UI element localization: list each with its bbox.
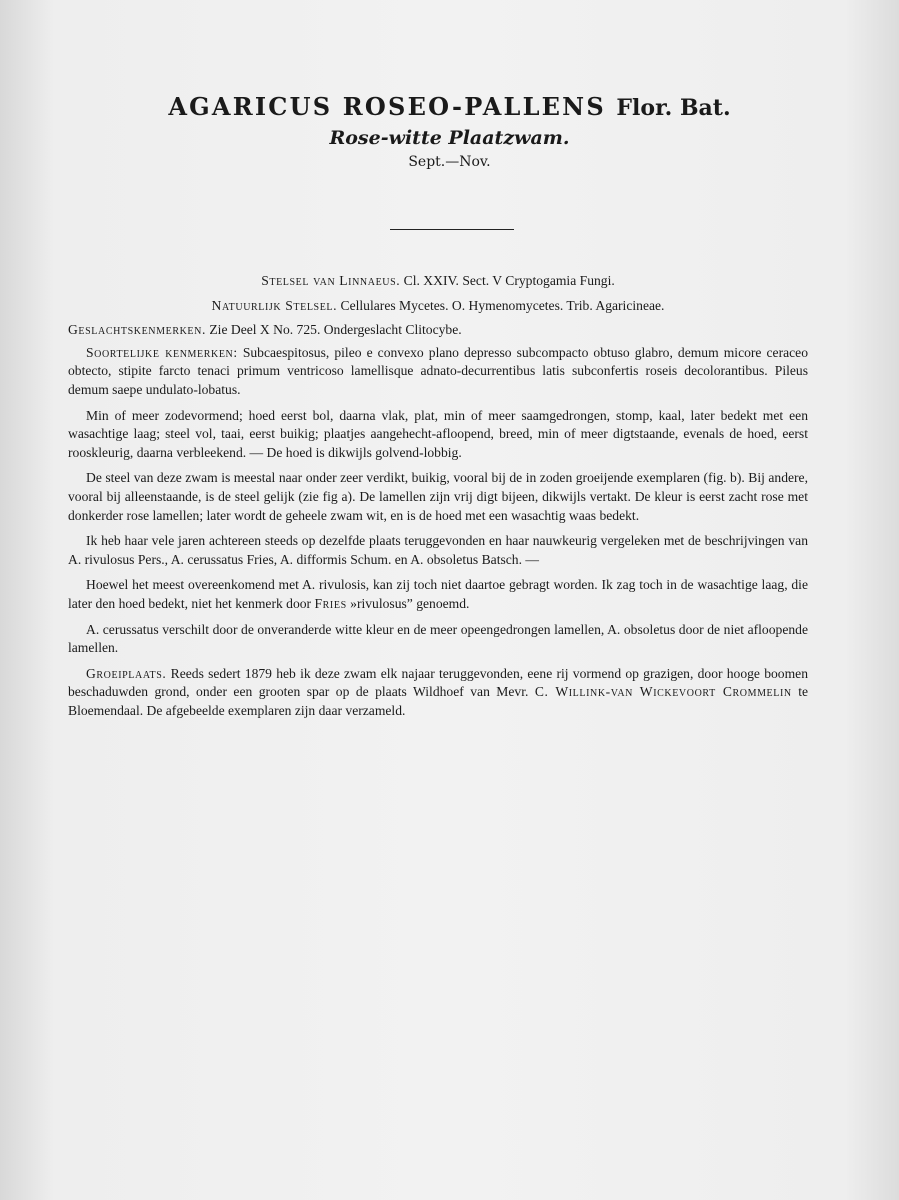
divider [390, 229, 514, 230]
paragraph-2: De steel van deze zwam is meestal naar onder zeer verdikt, buikig, vooral bij de in zoden groeijende exemplaren (fig. b). Bij andere, vooral bij alleenstaande, is de steel gelijk (zie fig a). De lamellen zijn vrij digt bijeen, dikwijls vertakt. De kleur is eerst zacht rose met donkerder rose lamellen; later wordt de geheele zwam wit, en is de hoed met een wasachtig waas bedekt. [68, 470, 808, 523]
linnaeus-text: Cl. XXIV. Sect. V Cryptogamia Fungi. [403, 273, 615, 288]
natural-system-text: Cellulares Mycetes. O. Hymenomycetes. Trib. Agaricineae. [340, 297, 665, 313]
paragraph-1: Min of meer zodevormend; hoed eerst bol, daarna vlak, plat, min of meer saamgedrongen, stomp, kaal, later bedekt met een wasachtige laag; steel vol, taai, eerst buikig; plaatjes aangehecht-afloopend, breed, min of meer digtstaande, evenals de hoed, eerst rooskleurig, daarna verbleekend. — De hoed is dikwijls golvend-lobbig. [68, 407, 808, 460]
season: Sept.—Nov. [408, 154, 491, 170]
habitat-label: Groeiplaats. [86, 665, 167, 681]
linnaeus-label: Stelsel van Linnaeus. [261, 273, 401, 288]
common-name: Rose-witte Plaatzwam. [329, 127, 570, 149]
paragraph-4-text-a: Hoewel het meest overeenkomend met A. rivulosis, kan zij toch niet daartoe gebragt worden. Ik zag toch in de wasachtige laag, die later den hoed bedekt, niet het kenmerk door [68, 577, 808, 611]
species-name: AGARICUS ROSEO-PALLENS [168, 92, 606, 121]
linnaeus-line [68, 272, 808, 291]
header [0, 92, 899, 170]
habitat-text-b: te Bloemendaal. De afgebeelde exemplaren zijn daar verzameld. [68, 684, 808, 718]
genus-line [68, 321, 808, 340]
paragraph-4 [68, 576, 808, 613]
genus-text: Zie Deel X No. 725. Ondergeslacht Clitocybe. [209, 322, 462, 338]
species-text: Subcaespitosus, pileo e convexo plano depresso subcompacto obtuso glabro, demum micore ceraceo obtecto, stipite farcto tenaci primum ventricoso lamellisque adnato-decurrentibus latis subconfertis roseis decolorantibus. Pileus demum saepe undulato-lobatus. [68, 344, 809, 397]
description-body [68, 272, 808, 727]
habitat-name: C. Willink-van Wickevoort Crommelin [534, 684, 792, 700]
natural-system-line [68, 297, 808, 316]
page-title [0, 92, 899, 121]
paragraph-5: A. cerussatus verschilt door de onveranderde witte kleur en de meer opeengedrongen lamellen, A. obsoletus door de niet afloopende lamellen. [68, 621, 808, 656]
species-paragraph [68, 344, 808, 400]
paragraph-4-text-b: »rivulosus” genoemd. [350, 595, 470, 611]
natural-system-label: Natuurlijk Stelsel. [211, 297, 338, 313]
paragraph-4-fries: Fries [314, 595, 347, 611]
habitat-paragraph [68, 665, 808, 721]
habitat-text-a: Reeds sedert 1879 heb ik deze zwam elk najaar teruggevonden, eene rij vormend op grazigen, door hooge boomen beschaduwden grond, onder een grooten spar op de plaats Wildhoef van Mevr. [68, 665, 808, 700]
paragraph-3: Ik heb haar vele jaren achtereen steeds op dezelfde plaats teruggevonden en haar nauwkeurig vergeleken met de beschrijvingen van A. rivulosus Pers., A. cerussatus Fries, A. difformis Schum. en A. obsoletus Batsch. — [68, 533, 808, 567]
species-label: Soortelijke kenmerken: [86, 344, 238, 360]
genus-label: Geslachtskenmerken. [68, 322, 206, 338]
title-author: Flor. Bat. [616, 95, 731, 121]
